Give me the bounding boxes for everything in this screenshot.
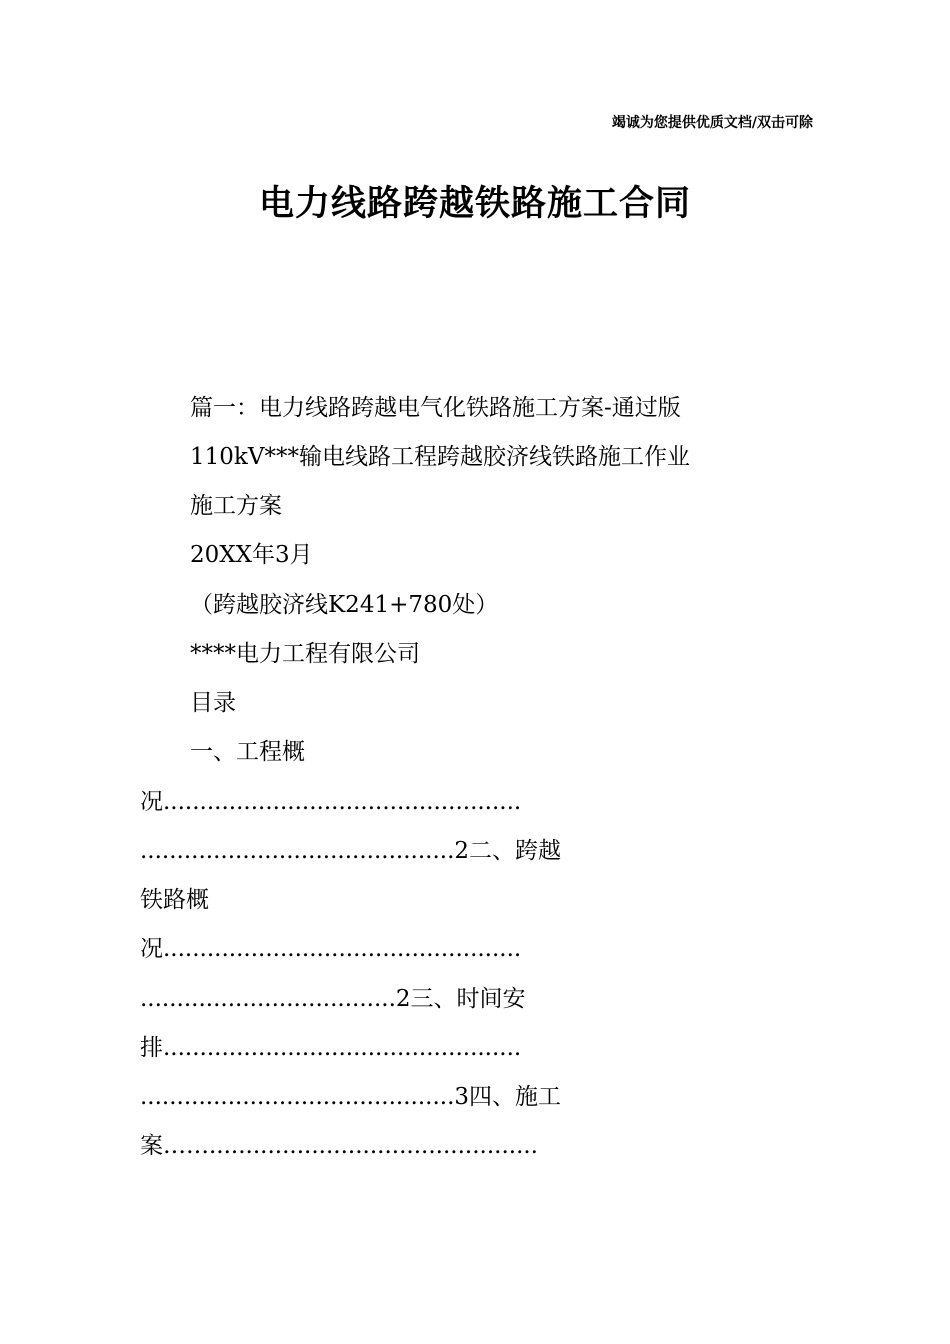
body-line: 20XX年3月 xyxy=(190,542,313,568)
toc-entry: 况................................................. xyxy=(140,936,522,962)
body-line: （跨越胶济线K241+780处） xyxy=(190,592,499,618)
toc-entry: 铁路概 xyxy=(140,887,209,913)
toc-entry: 一、工程概 xyxy=(190,739,305,765)
toc-entry: 排................................................. xyxy=(140,1035,522,1061)
body-line: ****电力工程有限公司 xyxy=(190,641,420,667)
document-title: 电力线路跨越铁路施工合同 xyxy=(258,184,691,224)
body-line: 施工方案 xyxy=(190,493,282,519)
toc-entry: 案……............................................. xyxy=(140,1133,538,1159)
toc-heading: 目录 xyxy=(190,690,236,716)
toc-entry: ...........................................3四、施工 xyxy=(140,1084,562,1110)
section-heading: 篇一：电力线路跨越电气化铁路施工方案-通过版 xyxy=(190,395,681,421)
toc-entry: ...........................................2二、跨越 xyxy=(140,838,562,864)
header-note: 竭诚为您提供优质文档/双击可除 xyxy=(611,115,813,131)
toc-entry: 况................................................. xyxy=(140,789,522,815)
toc-entry: ...................................2三、时间安 xyxy=(140,986,526,1012)
body-line: 110kV***输电线路工程跨越胶济线铁路施工作业 xyxy=(190,444,690,470)
